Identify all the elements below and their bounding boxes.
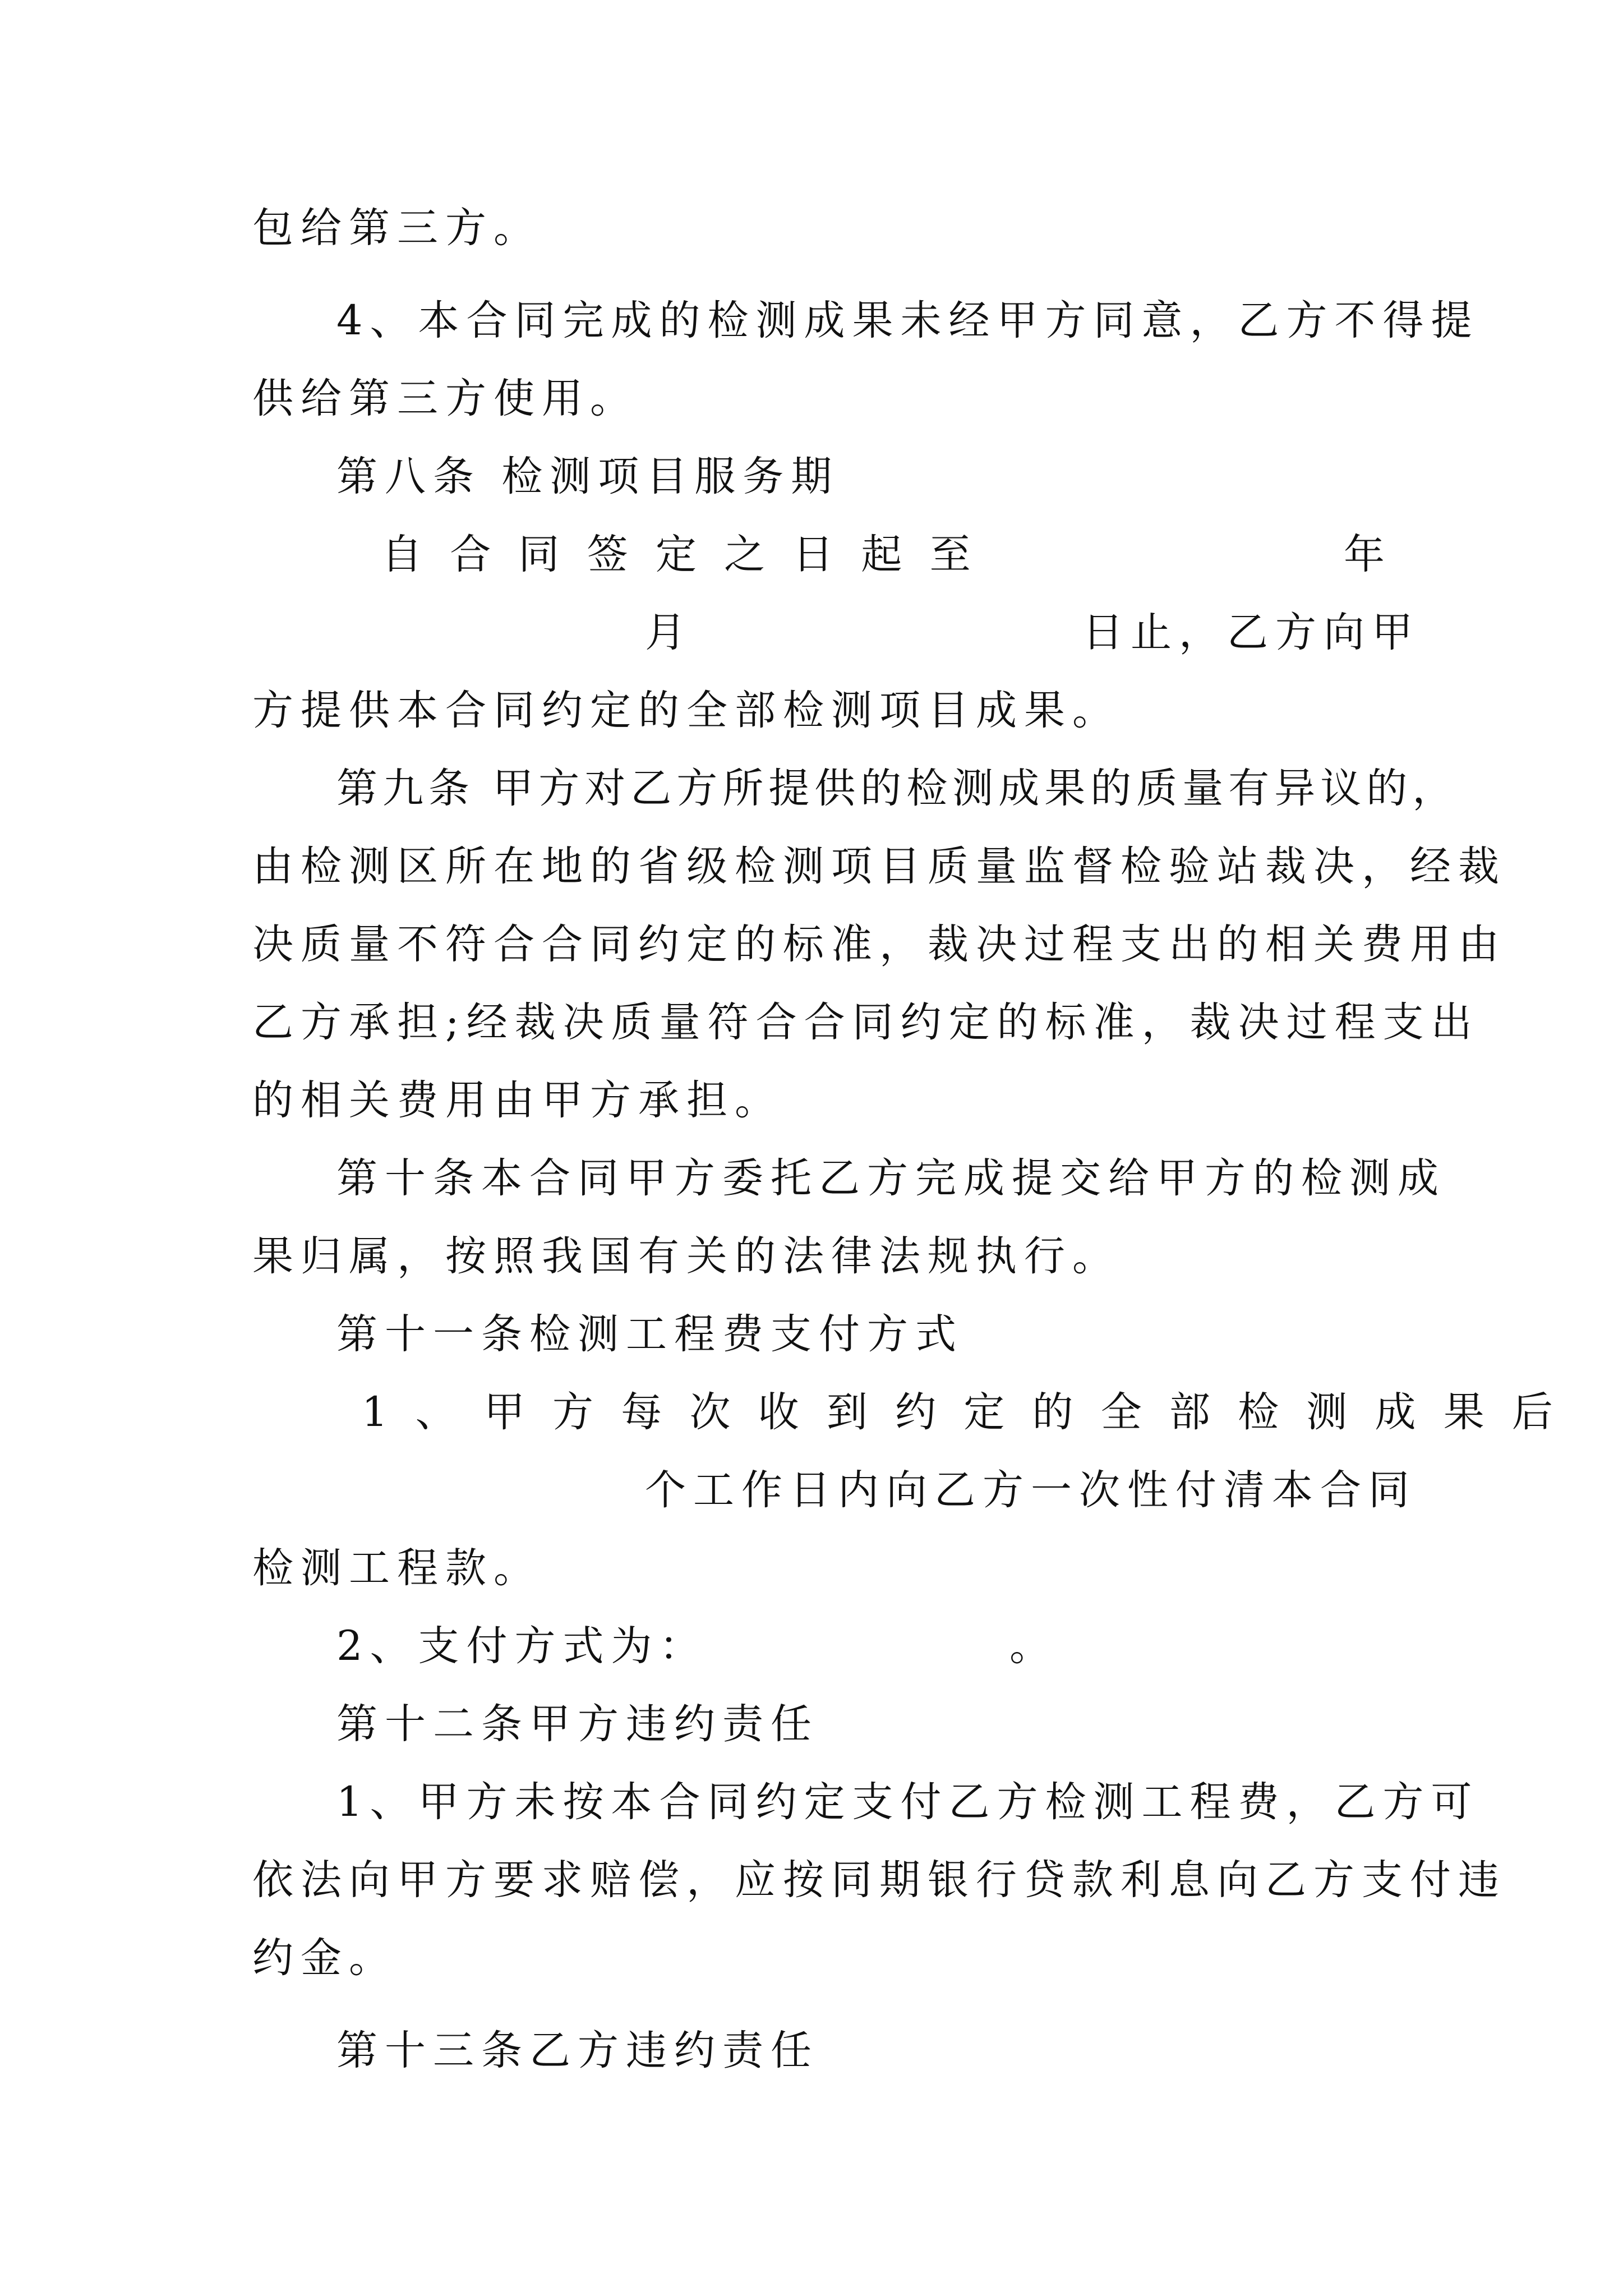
section-heading: 第十一条检测工程费支付方式 (336, 1310, 963, 1358)
section-heading: 第九条 甲方对乙方所提供的检测成果的质量有异议的， (336, 765, 1459, 812)
text-line: 供给第三方使用。 (252, 375, 638, 422)
text-fragment: 。 (1009, 1622, 1058, 1670)
text-line: 1 、 甲 方 每 次 收 到 约 定 的 全 部 检 测 成 果 后 (362, 1388, 1560, 1436)
text-line: 由检测区所在地的省级检测项目质量监督检验站裁决，经裁 (252, 843, 1506, 890)
section-heading: 第八条 检测项目服务期 (336, 453, 840, 500)
text-fragment: 2、支付方式为： (336, 1622, 708, 1670)
text-fragment: 年 (1344, 531, 1392, 578)
text-line: 约金。 (252, 1934, 397, 1982)
text-fragment: 自 合 同 签 定 之 日 起 至 (381, 531, 978, 578)
text-fragment: 日止，乙方向甲 (1082, 609, 1420, 656)
text-line: 果归属，按照我国有关的法律法规执行。 (252, 1232, 1121, 1280)
text-line: 乙方承担;经裁决质量符合合同约定的标准，裁决过程支出 (252, 999, 1479, 1046)
text-line: 决质量不符合合同约定的标准，裁决过程支出的相关费用由 (252, 921, 1506, 968)
text-line: 方提供本合同约定的全部检测项目成果。 (252, 687, 1121, 734)
section-heading: 第十三条乙方违约责任 (336, 2027, 819, 2074)
section-heading: 第十二条甲方违约责任 (336, 1700, 819, 1748)
text-line: 依法向甲方要求赔偿，应按同期银行贷款利息向乙方支付违 (252, 1856, 1506, 1904)
text-line: 包给第三方。 (252, 204, 542, 252)
text-line: 的相关费用由甲方承担。 (252, 1076, 783, 1124)
text-line: 个工作日内向乙方一次性付清本合同 (645, 1466, 1417, 1514)
text-line-group (381, 524, 1392, 586)
text-fragment: 月 (645, 609, 693, 656)
text-line: 4、本合同完成的检测成果未经甲方同意，乙方不得提 (336, 297, 1479, 344)
text-line: 检测工程款。 (252, 1544, 542, 1592)
section-heading: 第十条本合同甲方委托乙方完成提交给甲方的检测成 (336, 1154, 1446, 1202)
text-line-group (645, 602, 1420, 664)
text-line-group (336, 1616, 1385, 1677)
text-line: 1、甲方未按本合同约定支付乙方检测工程费，乙方可 (336, 1778, 1479, 1826)
